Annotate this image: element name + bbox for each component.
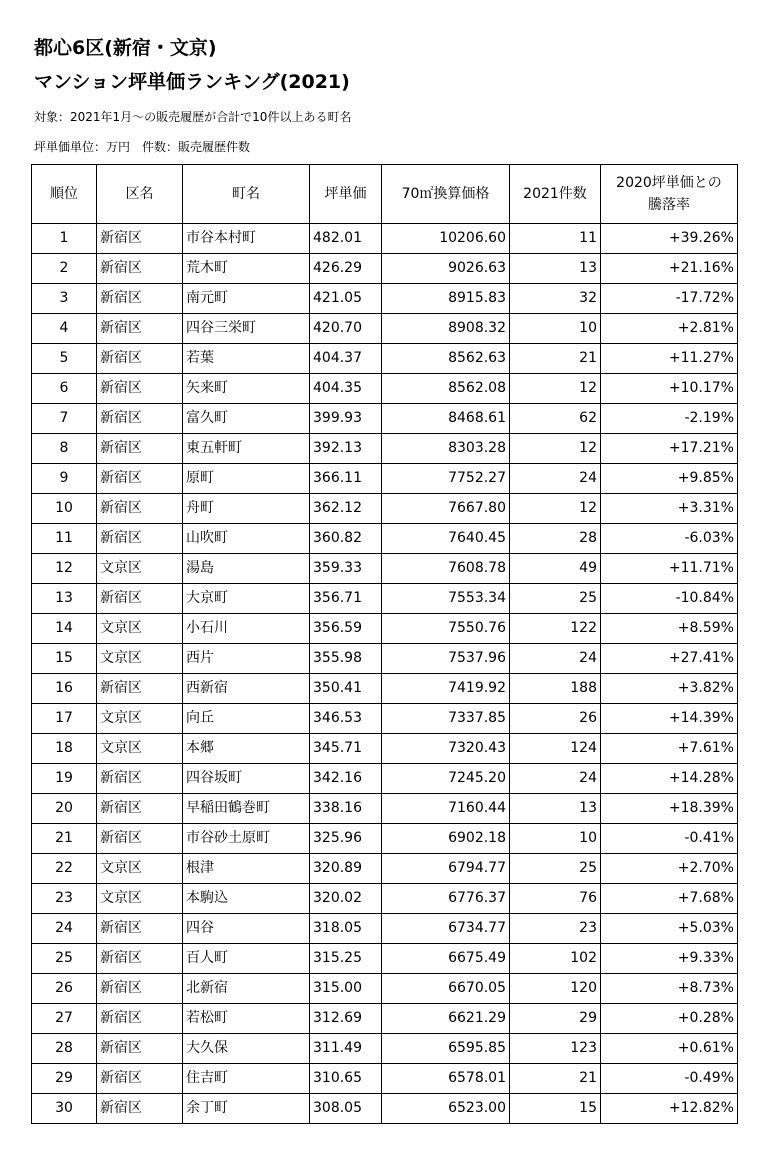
cell-ward: 新宿区 xyxy=(97,224,183,254)
cell-70sqm-price: 6670.05 xyxy=(382,974,510,1004)
cell-70sqm-price: 8303.28 xyxy=(382,434,510,464)
header-change-line1: 2020坪単価との xyxy=(616,175,722,191)
table-row xyxy=(32,464,738,494)
page-title: 都心6区(新宿・文京) xyxy=(34,37,217,59)
cell-town: 西片 xyxy=(183,644,310,674)
cell-tsubo-price: 338.16 xyxy=(310,794,382,824)
table-row xyxy=(32,734,738,764)
cell-2021-count: 12 xyxy=(510,374,601,404)
table-row xyxy=(32,1064,738,1094)
cell-70sqm-price: 8562.63 xyxy=(382,344,510,374)
cell-change-rate: -6.03% xyxy=(601,524,738,554)
cell-town: 向丘 xyxy=(183,704,310,734)
cell-change-rate: +39.26% xyxy=(601,224,738,254)
cell-rank: 8 xyxy=(32,434,97,464)
cell-town: 大久保 xyxy=(183,1034,310,1064)
cell-change-rate: +21.16% xyxy=(601,254,738,284)
cell-70sqm-price: 6734.77 xyxy=(382,914,510,944)
cell-tsubo-price: 356.59 xyxy=(310,614,382,644)
table-row xyxy=(32,794,738,824)
table-row xyxy=(32,1034,738,1064)
cell-rank: 9 xyxy=(32,464,97,494)
cell-rank: 16 xyxy=(32,674,97,704)
cell-70sqm-price: 7245.20 xyxy=(382,764,510,794)
table-row xyxy=(32,374,738,404)
cell-2021-count: 24 xyxy=(510,764,601,794)
cell-change-rate: -10.84% xyxy=(601,584,738,614)
table-row xyxy=(32,254,738,284)
cell-ward: 文京区 xyxy=(97,644,183,674)
cell-tsubo-price: 342.16 xyxy=(310,764,382,794)
cell-2021-count: 13 xyxy=(510,254,601,284)
table-row xyxy=(32,914,738,944)
cell-ward: 新宿区 xyxy=(97,1034,183,1064)
cell-70sqm-price: 7537.96 xyxy=(382,644,510,674)
units-note: 坪単価単位：万円 件数：販売履歴件数 xyxy=(34,140,251,154)
cell-2021-count: 29 xyxy=(510,1004,601,1034)
cell-change-rate: +14.28% xyxy=(601,764,738,794)
cell-change-rate: +9.85% xyxy=(601,464,738,494)
cell-change-rate: +27.41% xyxy=(601,644,738,674)
header-town: 町名 xyxy=(183,165,310,224)
cell-ward: 新宿区 xyxy=(97,344,183,374)
table-row xyxy=(32,854,738,884)
cell-2021-count: 23 xyxy=(510,914,601,944)
cell-2021-count: 188 xyxy=(510,674,601,704)
table-row xyxy=(32,674,738,704)
cell-town: 四谷 xyxy=(183,914,310,944)
table-row xyxy=(32,284,738,314)
cell-rank: 28 xyxy=(32,1034,97,1064)
table-row xyxy=(32,584,738,614)
cell-change-rate: +3.31% xyxy=(601,494,738,524)
cell-rank: 4 xyxy=(32,314,97,344)
cell-rank: 18 xyxy=(32,734,97,764)
table-row xyxy=(32,524,738,554)
table-row xyxy=(32,614,738,644)
cell-change-rate: +8.73% xyxy=(601,974,738,1004)
cell-town: 西新宿 xyxy=(183,674,310,704)
cell-70sqm-price: 9026.63 xyxy=(382,254,510,284)
page-subtitle: マンション坪単価ランキング(2021) xyxy=(34,71,350,93)
cell-ward: 新宿区 xyxy=(97,524,183,554)
cell-tsubo-price: 399.93 xyxy=(310,404,382,434)
cell-town: 若松町 xyxy=(183,1004,310,1034)
cell-town: 早稲田鶴巻町 xyxy=(183,794,310,824)
cell-2021-count: 21 xyxy=(510,1064,601,1094)
cell-rank: 30 xyxy=(32,1094,97,1124)
table-row xyxy=(32,824,738,854)
cell-change-rate: +0.28% xyxy=(601,1004,738,1034)
cell-rank: 1 xyxy=(32,224,97,254)
cell-2021-count: 11 xyxy=(510,224,601,254)
cell-tsubo-price: 320.89 xyxy=(310,854,382,884)
cell-town: 矢来町 xyxy=(183,374,310,404)
cell-tsubo-price: 420.70 xyxy=(310,314,382,344)
cell-70sqm-price: 6523.00 xyxy=(382,1094,510,1124)
cell-2021-count: 32 xyxy=(510,284,601,314)
table-row xyxy=(32,554,738,584)
cell-rank: 29 xyxy=(32,1064,97,1094)
cell-town: 若葉 xyxy=(183,344,310,374)
cell-70sqm-price: 7320.43 xyxy=(382,734,510,764)
cell-tsubo-price: 308.05 xyxy=(310,1094,382,1124)
cell-ward: 新宿区 xyxy=(97,284,183,314)
cell-town: 大京町 xyxy=(183,584,310,614)
header-change-rate xyxy=(601,165,738,224)
cell-town: 本駒込 xyxy=(183,884,310,914)
cell-ward: 文京区 xyxy=(97,854,183,884)
cell-town: 山吹町 xyxy=(183,524,310,554)
table-row xyxy=(32,704,738,734)
cell-70sqm-price: 7337.85 xyxy=(382,704,510,734)
cell-2021-count: 24 xyxy=(510,644,601,674)
cell-tsubo-price: 320.02 xyxy=(310,884,382,914)
table-row xyxy=(32,1094,738,1124)
cell-tsubo-price: 356.71 xyxy=(310,584,382,614)
cell-change-rate: +9.33% xyxy=(601,944,738,974)
cell-rank: 12 xyxy=(32,554,97,584)
cell-town: 北新宿 xyxy=(183,974,310,1004)
header-tsubo-price: 坪単価 xyxy=(310,165,382,224)
cell-2021-count: 123 xyxy=(510,1034,601,1064)
table-row xyxy=(32,974,738,1004)
cell-ward: 新宿区 xyxy=(97,1064,183,1094)
cell-town: 舟町 xyxy=(183,494,310,524)
cell-2021-count: 12 xyxy=(510,494,601,524)
cell-tsubo-price: 366.11 xyxy=(310,464,382,494)
cell-70sqm-price: 8908.32 xyxy=(382,314,510,344)
cell-town: 根津 xyxy=(183,854,310,884)
cell-ward: 新宿区 xyxy=(97,794,183,824)
header-70sqm-price: 70㎡換算価格 xyxy=(382,165,510,224)
cell-town: 四谷三栄町 xyxy=(183,314,310,344)
cell-tsubo-price: 345.71 xyxy=(310,734,382,764)
cell-ward: 新宿区 xyxy=(97,314,183,344)
cell-rank: 10 xyxy=(32,494,97,524)
cell-tsubo-price: 312.69 xyxy=(310,1004,382,1034)
cell-rank: 25 xyxy=(32,944,97,974)
cell-tsubo-price: 315.00 xyxy=(310,974,382,1004)
cell-70sqm-price: 6902.18 xyxy=(382,824,510,854)
cell-70sqm-price: 6675.49 xyxy=(382,944,510,974)
cell-tsubo-price: 392.13 xyxy=(310,434,382,464)
cell-town: 富久町 xyxy=(183,404,310,434)
cell-change-rate: +11.71% xyxy=(601,554,738,584)
cell-rank: 14 xyxy=(32,614,97,644)
cell-town: 湯島 xyxy=(183,554,310,584)
cell-rank: 11 xyxy=(32,524,97,554)
cell-change-rate: +14.39% xyxy=(601,704,738,734)
cell-tsubo-price: 421.05 xyxy=(310,284,382,314)
cell-70sqm-price: 8915.83 xyxy=(382,284,510,314)
cell-change-rate: +0.61% xyxy=(601,1034,738,1064)
cell-change-rate: +7.68% xyxy=(601,884,738,914)
cell-ward: 文京区 xyxy=(97,704,183,734)
cell-2021-count: 12 xyxy=(510,434,601,464)
table-row xyxy=(32,344,738,374)
cell-town: 南元町 xyxy=(183,284,310,314)
cell-70sqm-price: 8468.61 xyxy=(382,404,510,434)
table-row xyxy=(32,434,738,464)
header-change-line2: 騰落率 xyxy=(648,197,690,213)
cell-rank: 20 xyxy=(32,794,97,824)
cell-rank: 24 xyxy=(32,914,97,944)
table-row xyxy=(32,944,738,974)
cell-town: 余丁町 xyxy=(183,1094,310,1124)
cell-ward: 新宿区 xyxy=(97,674,183,704)
cell-70sqm-price: 7553.34 xyxy=(382,584,510,614)
cell-tsubo-price: 360.82 xyxy=(310,524,382,554)
cell-2021-count: 25 xyxy=(510,584,601,614)
cell-tsubo-price: 359.33 xyxy=(310,554,382,584)
cell-ward: 新宿区 xyxy=(97,824,183,854)
cell-2021-count: 10 xyxy=(510,824,601,854)
cell-70sqm-price: 7419.92 xyxy=(382,674,510,704)
cell-70sqm-price: 7160.44 xyxy=(382,794,510,824)
cell-rank: 6 xyxy=(32,374,97,404)
cell-2021-count: 76 xyxy=(510,884,601,914)
cell-2021-count: 122 xyxy=(510,614,601,644)
table-row xyxy=(32,884,738,914)
cell-rank: 19 xyxy=(32,764,97,794)
cell-2021-count: 124 xyxy=(510,734,601,764)
cell-tsubo-price: 355.98 xyxy=(310,644,382,674)
cell-2021-count: 26 xyxy=(510,704,601,734)
cell-ward: 文京区 xyxy=(97,884,183,914)
cell-70sqm-price: 7752.27 xyxy=(382,464,510,494)
cell-ward: 新宿区 xyxy=(97,374,183,404)
cell-change-rate: +7.61% xyxy=(601,734,738,764)
cell-change-rate: +12.82% xyxy=(601,1094,738,1124)
cell-70sqm-price: 7550.76 xyxy=(382,614,510,644)
cell-rank: 21 xyxy=(32,824,97,854)
table-row xyxy=(32,404,738,434)
cell-2021-count: 24 xyxy=(510,464,601,494)
cell-change-rate: +2.81% xyxy=(601,314,738,344)
cell-rank: 26 xyxy=(32,974,97,1004)
cell-2021-count: 10 xyxy=(510,314,601,344)
cell-change-rate: -2.19% xyxy=(601,404,738,434)
cell-ward: 新宿区 xyxy=(97,464,183,494)
cell-change-rate: +18.39% xyxy=(601,794,738,824)
table-row xyxy=(32,1004,738,1034)
cell-tsubo-price: 310.65 xyxy=(310,1064,382,1094)
cell-ward: 文京区 xyxy=(97,554,183,584)
cell-town: 東五軒町 xyxy=(183,434,310,464)
cell-2021-count: 102 xyxy=(510,944,601,974)
table-row xyxy=(32,494,738,524)
cell-tsubo-price: 315.25 xyxy=(310,944,382,974)
cell-70sqm-price: 6621.29 xyxy=(382,1004,510,1034)
cell-2021-count: 28 xyxy=(510,524,601,554)
cell-ward: 新宿区 xyxy=(97,914,183,944)
cell-ward: 新宿区 xyxy=(97,434,183,464)
cell-town: 小石川 xyxy=(183,614,310,644)
table-header-row xyxy=(32,165,738,224)
cell-change-rate: +10.17% xyxy=(601,374,738,404)
table-row xyxy=(32,644,738,674)
cell-70sqm-price: 6595.85 xyxy=(382,1034,510,1064)
cell-ward: 新宿区 xyxy=(97,1004,183,1034)
header-2021-count: 2021件数 xyxy=(510,165,601,224)
cell-2021-count: 62 xyxy=(510,404,601,434)
cell-ward: 新宿区 xyxy=(97,974,183,1004)
cell-tsubo-price: 482.01 xyxy=(310,224,382,254)
ranking-table xyxy=(31,164,738,1124)
cell-tsubo-price: 350.41 xyxy=(310,674,382,704)
cell-ward: 文京区 xyxy=(97,734,183,764)
cell-town: 住吉町 xyxy=(183,1064,310,1094)
cell-rank: 23 xyxy=(32,884,97,914)
cell-change-rate: +3.82% xyxy=(601,674,738,704)
cell-rank: 17 xyxy=(32,704,97,734)
cell-2021-count: 13 xyxy=(510,794,601,824)
cell-tsubo-price: 426.29 xyxy=(310,254,382,284)
cell-town: 本郷 xyxy=(183,734,310,764)
cell-2021-count: 120 xyxy=(510,974,601,1004)
cell-rank: 27 xyxy=(32,1004,97,1034)
table-row xyxy=(32,764,738,794)
table-body xyxy=(32,224,738,1124)
cell-rank: 3 xyxy=(32,284,97,314)
cell-change-rate: +11.27% xyxy=(601,344,738,374)
cell-70sqm-price: 6578.01 xyxy=(382,1064,510,1094)
cell-70sqm-price: 7608.78 xyxy=(382,554,510,584)
cell-ward: 新宿区 xyxy=(97,254,183,284)
table-row xyxy=(32,224,738,254)
header-ward: 区名 xyxy=(97,165,183,224)
cell-ward: 新宿区 xyxy=(97,494,183,524)
cell-ward: 文京区 xyxy=(97,614,183,644)
cell-70sqm-price: 7640.45 xyxy=(382,524,510,554)
cell-town: 四谷坂町 xyxy=(183,764,310,794)
cell-70sqm-price: 8562.08 xyxy=(382,374,510,404)
cell-tsubo-price: 346.53 xyxy=(310,704,382,734)
cell-ward: 新宿区 xyxy=(97,944,183,974)
cell-2021-count: 49 xyxy=(510,554,601,584)
table-row xyxy=(32,314,738,344)
header-rank: 順位 xyxy=(32,165,97,224)
cell-tsubo-price: 404.35 xyxy=(310,374,382,404)
cell-tsubo-price: 311.49 xyxy=(310,1034,382,1064)
cell-town: 市谷本村町 xyxy=(183,224,310,254)
cell-2021-count: 25 xyxy=(510,854,601,884)
cell-tsubo-price: 362.12 xyxy=(310,494,382,524)
cell-ward: 新宿区 xyxy=(97,584,183,614)
cell-70sqm-price: 7667.80 xyxy=(382,494,510,524)
cell-change-rate: -17.72% xyxy=(601,284,738,314)
cell-rank: 22 xyxy=(32,854,97,884)
cell-tsubo-price: 404.37 xyxy=(310,344,382,374)
cell-change-rate: -0.41% xyxy=(601,824,738,854)
cell-town: 荒木町 xyxy=(183,254,310,284)
cell-change-rate: -0.49% xyxy=(601,1064,738,1094)
cell-2021-count: 15 xyxy=(510,1094,601,1124)
cell-rank: 13 xyxy=(32,584,97,614)
cell-tsubo-price: 318.05 xyxy=(310,914,382,944)
cell-70sqm-price: 10206.60 xyxy=(382,224,510,254)
cell-change-rate: +2.70% xyxy=(601,854,738,884)
cell-2021-count: 21 xyxy=(510,344,601,374)
cell-town: 市谷砂土原町 xyxy=(183,824,310,854)
cell-change-rate: +17.21% xyxy=(601,434,738,464)
cell-ward: 新宿区 xyxy=(97,764,183,794)
cell-ward: 新宿区 xyxy=(97,404,183,434)
cell-rank: 7 xyxy=(32,404,97,434)
cell-ward: 新宿区 xyxy=(97,1094,183,1124)
target-note: 対象：2021年1月～の販売履歴が合計で10件以上ある町名 xyxy=(34,110,352,124)
cell-change-rate: +5.03% xyxy=(601,914,738,944)
cell-town: 百人町 xyxy=(183,944,310,974)
cell-rank: 5 xyxy=(32,344,97,374)
cell-rank: 2 xyxy=(32,254,97,284)
cell-70sqm-price: 6794.77 xyxy=(382,854,510,884)
cell-change-rate: +8.59% xyxy=(601,614,738,644)
cell-70sqm-price: 6776.37 xyxy=(382,884,510,914)
cell-town: 原町 xyxy=(183,464,310,494)
cell-tsubo-price: 325.96 xyxy=(310,824,382,854)
cell-rank: 15 xyxy=(32,644,97,674)
